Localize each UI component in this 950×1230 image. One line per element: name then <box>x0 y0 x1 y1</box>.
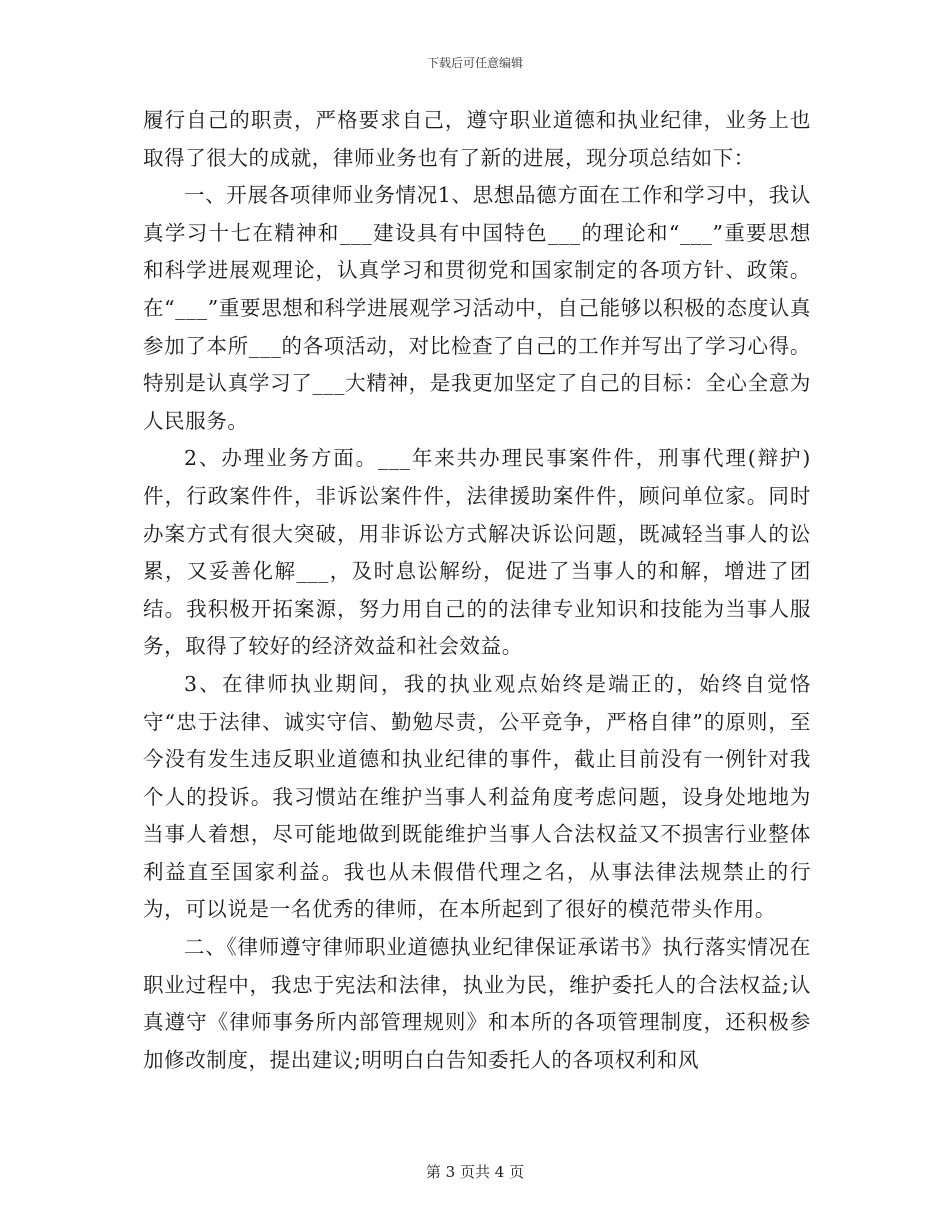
page-number: 第 3 页共 4 页 <box>425 1163 525 1181</box>
paragraph-conduct: 3、在律师执业期间，我的执业观点始终是端正的，始终自觉恪守“忠于法律、诚实守信、勤勉尽责，公平竞争，严格自律”的原则，至今没有发生违反职业道德和执业纪律的事件，截止目前没有一例针对我个人的投诉。我习惯站在维护当事人利益角度考虑问题，设身处地地为当事人着想，尽可能地做到既能维护当事人合法权益又不损害行业整体利益直至国家利益。我也从未假借代理之名，从事法律法规禁止的行为，可以说是一名优秀的律师，在本所起到了很好的模范带头作用。 <box>143 671 811 922</box>
page-header-note: 下载后可任意编辑 <box>426 56 523 70</box>
document-body <box>143 102 811 1079</box>
paragraph-business: 2、办理业务方面。___年来共办理民事案件件，刑事代理(辩护)件，行政案件件，非诉讼案件件，法律援助案件件，顾问单位家。同时办案方式有很大突破，用非诉讼方式解决诉讼问题，既减轻当事人的讼累，又妥善化解___，及时息讼解纷，促进了当事人的和解，增进了团结。我积极开拓案源，努力用自己的的法律专业知识和技能为当事人服务，取得了较好的经济效益和社会效益。 <box>143 446 811 659</box>
paragraph-section-two: 二、《律师遵守律师职业道德执业纪律保证承诺书》执行落实情况在职业过程中，我忠于宪法和法律，执业为民，维护委托人的合法权益;认真遵守《律师事务所内部管理规则》和本所的各项管理制度，还积极参加修改制度，提出建议;明明白白告知委托人的各项权利和风 <box>143 935 811 1072</box>
paragraph-section-one: 一、开展各项律师业务情况1、思想品德方面在工作和学习中，我认真学习十七在精神和___建设具有中国特色___的理论和“___”重要思想和科学进展观理论，认真学习和贯彻党和国家制定的各项方针、政策。在“___”重要思想和科学进展观学习活动中，自己能够以积极的态度认真参加了本所___的各项活动，对比检查了自己的工作并写出了学习心得。特别是认真学习了___大精神，是我更加坚定了自己的目标：全心全意为人民服务。 <box>143 183 811 433</box>
paragraph-intro: 履行自己的职责，严格要求自己，遵守职业道德和执业纪律，业务上也取得了很大的成就，律师业务也有了新的进展，现分项总结如下： <box>143 108 811 170</box>
